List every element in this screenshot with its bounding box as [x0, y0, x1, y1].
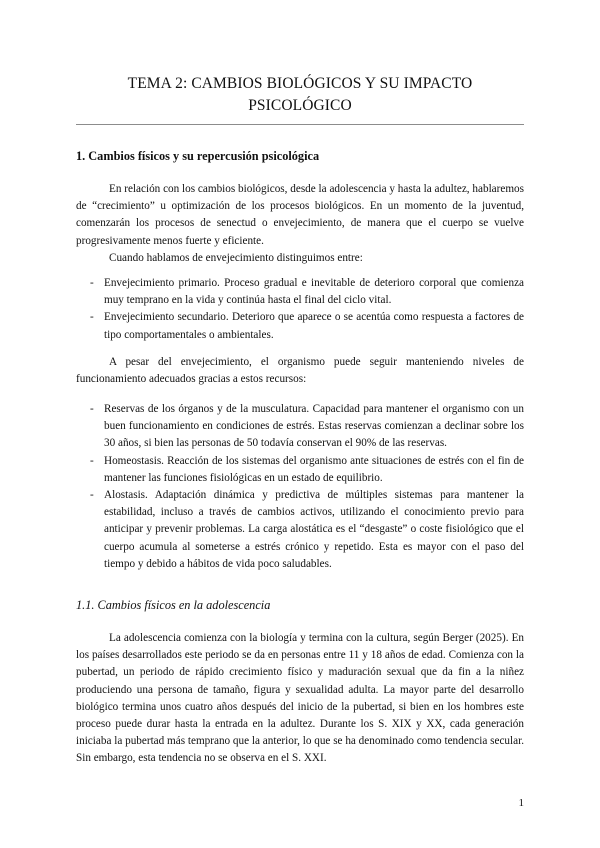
list-item-text: Homeostasis. Reacción de los sistemas del organismo ante situaciones de estrés con el fin de mantener las funciones fisiológicas en un estado de equilibrio. [104, 454, 524, 484]
list-item-text: Envejecimiento secundario. Deterioro que aparece o se acentúa como respuesta a factores de tipo comportamentales o ambientales. [104, 311, 524, 341]
list-item-text: Reservas de los órganos y de la musculatura. Capacidad para mantener el organismo con un buen funcionamiento en condiciones de estrés. Estas reservas comienzan a declinar sobre los 30 años, si bien las personas de 50 todavía conservan el 90% de las reservas. [104, 403, 524, 450]
page-number: 1 [518, 797, 524, 809]
section-1-intro [76, 181, 524, 267]
document-title: TEMA 2: CAMBIOS BIOLÓGICOS Y SU IMPACTO PSICOLÓGICO [127, 75, 473, 114]
list-marker: - [90, 489, 94, 502]
list-envejecimiento [76, 275, 524, 344]
list-item [76, 275, 524, 309]
paragraph-envejecimiento-intro: Cuando hablamos de envejecimiento distinguimos entre: [109, 251, 363, 264]
paragraph-recursos-text: A pesar del envejecimiento, el organismo puede seguir manteniendo niveles de funcionamiento adecuados gracias a estos recursos: [76, 356, 524, 386]
section-1-1-body [76, 630, 524, 768]
section-heading-1: 1. Cambios físicos y su repercusión psicológica [76, 149, 320, 163]
paragraph-adolescencia: La adolescencia comienza con la biología y termina con la cultura, según Berger (2025). En los países desarrollados este periodo se da en personas entre 11 y 18 años de edad. Comienza con la pubertad, un periodo de rápido crecimiento físico y maduración sexual que da fin a la niñez produciendo una persona de tamaño, figura y sexualidad adulta. La mayor parte del desarrollo biológico termina unos cuatro años después del inicio de la pubertad, si bien en los hombres este proceso puede durar hasta la entrada en la adultez. Durante los S. XIX y XX, cada generación iniciaba la pubertad más temprano que la anterior, lo que se ha denominado como tendencia secular. Sin embargo, esta tendencia no se observa en el S. XXI. [76, 632, 524, 765]
list-item [76, 487, 524, 573]
section-heading-1-1: 1.1. Cambios físicos en la adolescencia [76, 598, 271, 612]
paragraph-cambios-biologicos: En relación con los cambios biológicos, desde la adolescencia y hasta la adultez, hablaremos de “crecimiento” u optimización de los procesos biológicos. En un momento de la juventud, comenzarán los procesos de senectud o envejecimiento, de manera que el cuerpo se vuelve progresivamente menos fuerte y eficiente. [76, 183, 524, 247]
paragraph-recursos [76, 354, 524, 388]
list-marker: - [90, 454, 94, 467]
list-recursos [76, 401, 524, 573]
list-marker: - [90, 277, 94, 289]
title-divider [76, 124, 524, 125]
list-item [76, 309, 524, 343]
list-marker: - [90, 403, 94, 415]
list-item [76, 401, 524, 453]
list-item-text: Envejecimiento primario. Proceso gradual e inevitable de deterioro corporal que comienza muy temprano en la vida y continúa hasta el final del ciclo vital. [104, 277, 524, 307]
list-item [76, 453, 524, 487]
list-marker: - [90, 311, 94, 324]
list-item-text: Alostasis. Adaptación dinámica y predictiva de múltiples sistemas para mantener la estabilidad, incluso a través de cambios activos, utilizando el conocimiento previo para anticipar y prevenir problemas. La carga alostática es el “desgaste” o coste fisiológico que el cuerpo acumula al someterse a estrés crónico y repetido. Esta es mayor con el paso del tiempo y debido a hábitos de vida poco saludables. [104, 489, 524, 570]
